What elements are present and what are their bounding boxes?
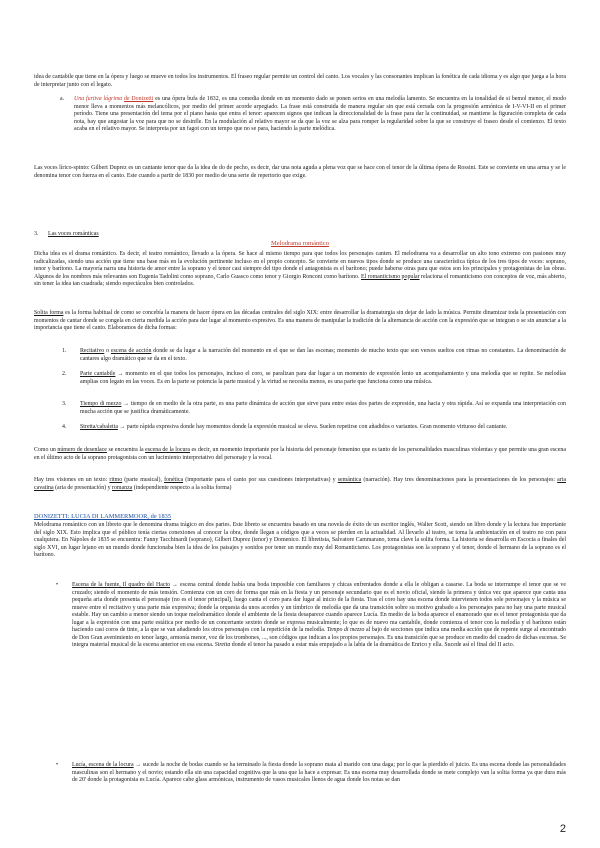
tres-text-b: (parte musical), [122,477,165,483]
como-underlined: número de desenlace [57,447,107,453]
melodrama-tail-underlined: El romanticismo popular [360,273,420,280]
numbered-4 [80,424,566,432]
item-a-marker: a. [60,96,65,102]
numbered-3 [80,401,566,416]
numbered-2-marker: 2. [62,371,67,377]
como-text-c: es decir, un momento importante por la historia del personaje femenino que es tanto de los personalidades masculinas violentas y que permite una gran escena en el último acto de la soprano protagonista con un lucimiento interpretativo del personaje y la vocal. [34,447,566,461]
bullet-1-text2: al bajo de secciones que indica una media acción que de repente surge al encontrado de Don Gran avenimiento en tenor largo, armonía menor, voz de los trombones, ..., son códigos que indican a los propios personajes. Es una transición que se produce en medio del cuadro de dichas escenas. Se integra material musical de la escena anterior en esa escena. [72,627,566,649]
tres-text-e: (aria de presentación) y [53,484,113,491]
list-item-voces-romanticas: Las voces románticas [48,231,99,237]
bullet-2-marker: • [56,762,59,768]
bullet-escena-locura [72,762,566,785]
numbered-3-marker: 3. [62,401,67,407]
tres-ritmo: ritmo [109,477,123,483]
solita-paragraph [34,310,566,333]
numbered-4-title: Stretta/cabaletta [80,424,118,430]
melodrama-tail: relaciona el romanticismo con conceptos de voz, más abierto, sin tener la idea tan cuadrada; siendo espectáculos bien controlados. [34,273,566,288]
numbered-1-title2: escena de acción [110,348,152,354]
list-number-3: 3. [34,231,39,237]
numbered-1-marker: 1. [62,348,67,354]
numbered-3-text: → tiempo de en medio de la otra parte, es una parte dinámica de acción que sirve para entre estas dos partes de expresión, una hacia y otra rápida. Así se expanda una interpretación con mucha acción que se justifica dramáticamente. [80,401,567,415]
numbered-2-text: → momento en el que todos los personajes, incluso el coro, se paralizan para dar lugar a un momento de expresión lento un acompañamiento y una melodía que se repite. Se melodías amplias con legato en las voces. Es en la parte se potencia la parte musical y la virtud se necesita menos, es una parte que funciona como una música. [80,371,566,385]
numbered-4-marker: 4. [62,424,67,430]
tres-text-c: (importante para el canto por sus cuestiones interpretativas) y [183,477,338,483]
melodrama-text: Dicha idea es el drama romántico. Es decir, el teatro romántico, llevado a la ópera. Se hace al mismo tiempo para que todos los personajes canten. El melodrama va a desarrollar un alto tono extremo con pasiones muy radicalizadas, siendo una acción que tiene una base más en la evolución pertinente incluso en el propio concepto. Se convierte en nuevos tipos donde se produce una característica típica de los tres tipos de voces: soprano, tenor y barítono. La mayoría narra una historia de amor entre la soprano y el tenor casi siempre del tipo donde el antagonista es el barítono; puede haberse otras para que estos son los principales y protagonistas de las obras. Algunos de los nombres más relevantes son Eugenia Tadolini como soprano, Carlo Guasco como tenor y Giorgio Ronconi como barítono. [34,251,566,280]
bullet-1-text: → escena central donde había una boda imposible con familiares y chicas enfrentados donde a ella le obligan a casarse. La boda se interrumpe el tenor que se ve cruzado; siendo el momento de más tensión. Comienza con un coro de forma que más en la fiesta y un personaje secundario que es el novio oficial, siendo la primera y única vez que aparece que canta una pequeña aria donde presenta el personaje (no es el tenor principal), luego canta el coro para dar lugar al inicio de la fiesta. Tras el coro hay una escena donde intervienen todos sole personajes y la música se mueve entre el recitativo y una parte más expresiva; donde la orquesta da unos acordes y un tímbrico de melodía que da una transición sobre su motivo grabado a los personajes para no hay una parte musical estable. Hay un cambio a menor siendo un toque melodramático donde el ambiente de la fiesta desaparece cuando aparece Lucía. En medio de la boda aparece el enamorado que es el tenor protagonista que da lugar a la expresión con una parte estática por medio de un concertante sexteto donde se expresa musicalmente; lo que es de nuevo ma cantabile, donde comienza el tenor con la melodía y el barítono están haciendo casi coros de tinte, a la que se van añadiendo los otros personajes con la repetición de la melodía. [72,582,566,634]
tres-text-a: Hay tres visiones en un texto: [34,477,110,483]
bullet-1-ital: Tempo di mezzo [326,627,365,634]
tres-fonetica: fonética [164,477,184,483]
item-a-body: es una ópera bufa de 1832, es una comedia donde en un momento dado se ponen serios en una melodía lamento. Se encuentra en la tonalidad de si bemol menor, el modo menor lleva a momentos más melancólicos, por medio del primer acorde arpegiado. La frase está construida de manera regular sin que está cerrada con la progresión armónica de I-V-VI-II en el primer período. Tiene una presentación del tema por el piano hasta que entra el tenor: aparecen signos que indican la direccionalidad de la frase para dar la continuidad, se mantiene la figuración completa de cada nota, hay que angostar la voz para que no se desinfle. En la modulación al relativo mayor se da que la voz se alza para romper la regularidad sobre la que se construye el fraseo desde el comienzo. El texto acaba en el relativo mayor. Se interpreta por un fagot con un tempo que no se para, haciendo la parte melódica. [74,96,567,133]
solita-lead: Solita forma [34,310,64,316]
item-a-title-tail: de Donizetti [124,96,154,102]
numbered-1-text: donde se da lugar a la narración del momento en el que se dan las escenas; momento de mucho texto que son versos sueltos con rimas no constantes. La denominación de cantares algo dramático que se da en el texto. [80,348,567,362]
melodrama-heading: Melodrama romántico [271,240,329,247]
numbered-1-sep: o [104,348,111,354]
donizetti-heading: DONIZETTI: LUCIA DI LAMMERMOOR, de 1835 [34,513,172,520]
intro-paragraph: idea de cantabile que tiene en la ópera y luego se mueve en todos los instrumentos. El fraseo regular permite un control del canto. Los vocales y las consonantes implican la fonética de cada idioma y es algo que juega a la hora de interpretar junto con el legato. [34,74,566,88]
bullet-escena-fuente [72,582,566,650]
tres-text-f: (independiente respecto a la solita forma) [132,484,232,491]
bullet-1-title: Escena de la fuente, Il quadro del Hacto [72,582,171,588]
item-a-title: Una furtiva lágrima [74,96,123,102]
tres-romanza: romanza [112,484,133,491]
item-a-paragraph [74,96,566,134]
voces-lirico-paragraph: Las voces lírico-spinto: Gilbert Duprez es un cantante tenor que da la idea de do de pecho, es decir, dar una nota aguda a plena voz que se hace con el tenor de la última ópera de Rossini. Este se convierte en una arma y se le denomina tenor con fuerza en el canto. Este cuando a partir de 1830 por medio de una serie de repertorio que exige. [34,165,566,179]
donizetti-paragraph: Melodrama romántico con un libreto que le denomina drama trágico en dos partes. Este libreto se encuentra basado en una novela de éxito de un escritor inglés, Walter Scott, siendo un libro donde y la lectura fue importante del siglo XIX. Esto implica que el público tenía ciertas conexiones al conocer la obra, donde llegan a códigos que a veces se pierden en la actualidad. Al llevarlo al teatro, se toma la ambientación en el teatro no con para cualquiera. En Nápoles de 1835 se encuentra: Fanny Tacchinardi (soprano), Gilbert Duprez (tenor) y Domenico. El libretista, Salvatore Cammarano, toma clave la solita forma. La historia se desarrolla en Escocia a finales del siglo XVI, un lugar lejano en un mundo donde funcionaba bien la idea de los paisajes y sonidos por tener un mundo muy del Romanticismo. Los protagonistas son la soprano y el tenor, donde el hermano de la soprano es el barítono. [34,522,566,559]
solita-text: es la forma habitual de como se concebía la manera de hacer ópera en las décadas centrales del siglo XIX: entre desarrollar la dramaturgia sin dejar de lado la música. Permite dinamizar toda la presentación con momentos de cantar donde se congela en cierta medida la acción para dar lugar al momento expresivo. Es una manera de manipular la tradición de la alternancia de acción con la expresión que se integran o se sin anunciar a la importancia que tiene el canto. Elaboramos de dicha formas: [34,310,566,332]
tres-text-d: (narración). Hay tres denominaciones para la presentaciones de los personajes: [361,477,558,483]
bullet-2-title: Lucía, escena de la locura [72,762,134,768]
tres-aria-cavatina: aria cavatina [34,477,566,491]
numbered-2 [80,371,566,386]
como-text-a: Como un [34,447,58,453]
tres-semantica: semántica [337,477,362,483]
escena-locura-paragraph [34,447,566,462]
como-text-b: se encuentra la [106,447,146,453]
numbered-4-text: → parte rápida expresiva donde hay momentos donde la expresión musical se eleva. Suelen repetirse con añadidos o variantes. Gran momento virtuoso del cantante. [117,424,508,430]
como-underlined-2: escena de la locura [145,447,190,453]
bullet-1-ital2: Stretta [214,642,231,649]
bullet-1-text3: donde el tenor ha pasado a estar más empujado a la labia de la dramática de Enrico y ella. Sucede así el final del II acto. [230,642,515,649]
page-number: 2 [559,823,566,835]
numbered-2-title: Parte cantabile [80,371,116,377]
bullet-1-marker: • [56,582,59,588]
numbered-3-title: Tiempo di mezzo [80,401,122,407]
bullet-2-text: → sucede la noche de bodas cuando se ha terminado la fiesta donde la soprano mata al marido con una daga; por lo que la pierdido el juicio. Es una escena donde las personalidades masculinas son el hermano y el novio; estando ella sin una capacidad cognitiva que la una que la hace a expresar. Es una escena muy desarrollada donde se mete complejo van la solita forma ya que dura más de 20' donde la protagonista es Lucía. Aparece cabe glass armónicas, instrumento de vasos musicales llenos de agua donde los notas se dan [72,762,567,784]
tres-visiones-paragraph [34,477,566,492]
numbered-1-title: Recitativo [80,348,105,354]
numbered-1 [80,348,566,363]
melodrama-paragraph [34,251,566,289]
